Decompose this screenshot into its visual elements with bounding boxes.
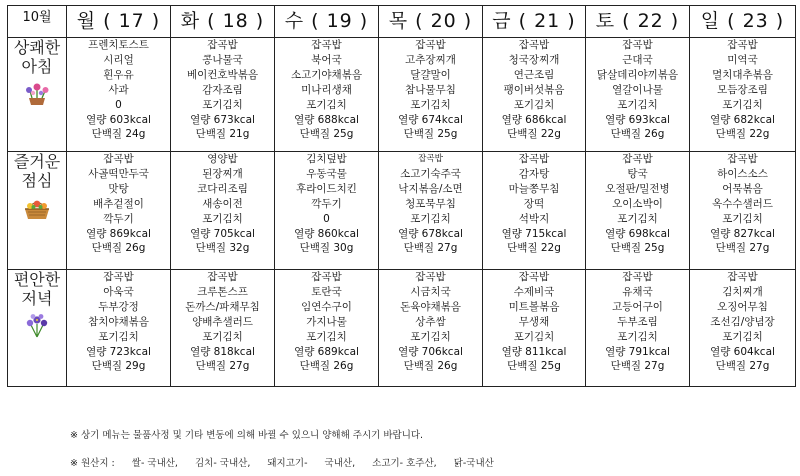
menu-item: 마늘쫑무침 [508,182,560,195]
menu-item: 포기김치 [617,212,658,225]
weekly-menu-table [7,5,796,387]
day-cell [171,270,275,387]
day-header: 목 ( 20 ) [379,6,483,38]
protein-info: 단백질 27g [610,360,665,373]
calorie-info: 열량 723kcal [86,345,151,358]
menu-item: 가지나물 [306,315,347,328]
breakfast-label-cell [8,38,67,152]
day-cell [586,38,690,152]
day-cell [379,38,483,152]
meal-name-line2: 아침 [21,57,53,76]
day-cell [171,152,275,270]
meal-name-line2: 점심 [21,171,53,190]
menu-item: 포기김치 [410,212,451,225]
calorie-info: 열량 705kcal [190,227,255,240]
protein-info: 단백질 22g [507,128,561,141]
menu-item: 배추겉절이 [93,197,144,210]
menu-item: 하이스소스 [717,167,768,180]
menu-item: 포기김치 [306,98,347,111]
menu-item: 베이컨호박볶음 [186,68,258,81]
menu-item: 시리얼 [103,53,134,66]
day-cell [690,270,796,387]
menu-item: 잡곡밥 [622,153,653,165]
calorie-info: 열량 869kcal [86,227,151,240]
menu-item: 양배추샐러드 [192,315,253,328]
origin-item: 소고기- 호주산, [372,458,437,469]
menu-item: 잡곡밥 [415,271,446,283]
flower-pot-icon [20,80,54,106]
menu-item: 포기김치 [722,98,763,111]
menu-item: 수제비국 [513,285,555,298]
menu-item: 잡곡밥 [207,39,238,51]
menu-item: 잡곡밥 [518,153,550,165]
menu-item: 영양밥 [207,153,238,165]
menu-item: 돈육야채볶음 [400,300,461,313]
protein-info: 단백질 27g [715,360,770,373]
calorie-info: 열량 698kcal [605,227,670,240]
protein-info: 단백질 25g [507,360,561,373]
day-header: 일 ( 23 ) [690,6,796,38]
calorie-info: 열량 686kcal [501,113,567,126]
menu-item: 모듬장조림 [717,83,768,96]
menu-item: 어묵볶음 [722,182,763,195]
menu-item: 잡곡밥 [727,39,758,51]
flower-bouquet-icon [20,312,54,338]
menu-item: 포기김치 [617,98,658,111]
calorie-info: 열량 603kcal [86,113,151,126]
menu-item: 사과 [108,83,129,96]
menu-item: 크루톤스프 [197,285,248,298]
menu-item: 잡곡밥 [727,271,758,283]
menu-item: 맛탕 [108,182,129,195]
calorie-info: 열량 689kcal [294,345,359,358]
menu-item: 김치덮밥 [306,153,347,165]
calorie-info: 열량 811kcal [501,345,567,358]
day-cell [483,152,586,270]
protein-info: 단백질 22g [715,128,770,141]
calorie-info: 열량 706kcal [398,345,463,358]
menu-item: 포기김치 [722,212,763,225]
menu-item: 포기김치 [202,98,243,111]
menu-item: 감자조림 [202,83,243,96]
menu-item: 0 [115,98,122,111]
menu-item: 조선김/양념장 [710,315,775,328]
menu-item: 팽이버섯볶음 [503,83,565,96]
origin-item: 국내산, [324,458,356,469]
menu-item: 잡곡밥 [622,39,653,51]
menu-item: 오이소박이 [612,197,663,210]
calorie-info: 열량 682kcal [710,113,775,126]
menu-item: 포기김치 [306,330,347,343]
menu-item: 청포묵무침 [405,197,456,210]
menu-item: 돈까스/파채무침 [185,300,260,313]
menu-item: 깍두기 [103,212,134,225]
menu-change-notice: ※ 상기 메뉴는 물품사정 및 기타 변동에 의해 바뀔 수 있으니 양해해 주시기 바랍니다. [70,430,424,441]
protein-info: 단백질 26g [91,242,146,255]
calorie-info: 열량 674kcal [398,113,463,126]
calorie-info: 열량 791kcal [605,345,670,358]
day-header: 화 ( 18 ) [171,6,275,38]
menu-item: 탕국 [627,167,648,180]
calorie-info: 열량 827kcal [710,227,775,240]
menu-item: 잡곡밥 [727,153,758,165]
day-cell [483,270,586,387]
origin-item: 쌀- 국내산, [131,458,178,469]
menu-item: 상추쌈 [415,315,446,328]
menu-item: 두부강정 [98,300,139,313]
menu-item: 잡곡밥 [207,271,238,283]
day-cell [171,38,275,152]
origin-notice [70,455,508,469]
calorie-info: 열량 693kcal [605,113,670,126]
menu-item: 흰우유 [103,68,134,81]
menu-item: 포기김치 [513,98,555,111]
day-header: 수 ( 19 ) [275,6,379,38]
day-cell [690,38,796,152]
calorie-info: 열량 673kcal [190,113,255,126]
flower-basket-icon [20,194,54,220]
menu-item: 낙지볶음/소면 [398,182,463,195]
menu-item: 포기김치 [202,330,243,343]
menu-item: 잡곡밥 [311,271,342,283]
protein-info: 단백질 26g [299,360,354,373]
menu-item: 잡곡밥 [311,39,342,51]
menu-item: 새송이전 [202,197,243,210]
meal-name-line1: 편안한 [13,270,61,289]
menu-item: 된장찌개 [202,167,243,180]
day-cell [275,38,379,152]
menu-item: 소고기야채볶음 [290,68,362,81]
menu-item: 사골떡만두국 [88,167,149,180]
menu-item: 달걀말이 [410,68,451,81]
calorie-info: 열량 860kcal [294,227,359,240]
menu-item: 북어국 [311,53,342,66]
menu-item: 김치찌개 [722,285,763,298]
day-cell [483,38,586,152]
calorie-info: 열량 818kcal [190,345,255,358]
day-cell [379,152,483,270]
protein-info: 단백질 26g [403,360,458,373]
menu-item: 0 [323,212,330,225]
menu-item: 장떡 [523,197,545,210]
calorie-info: 열량 604kcal [710,345,775,358]
menu-item: 청국장찌개 [508,53,560,66]
day-cell [67,38,171,152]
menu-item: 무생채 [518,315,550,328]
menu-item: 미역국 [727,53,758,66]
protein-info: 단백질 32g [195,242,250,255]
protein-info: 단백질 27g [403,242,458,255]
menu-item: 두부조림 [617,315,658,328]
month-header: 10월 [8,6,67,38]
menu-item: 참치야채볶음 [88,315,149,328]
menu-item: 잡곡밥 [622,271,653,283]
menu-item: 고추장찌개 [405,53,456,66]
menu-item: 포기김치 [722,330,763,343]
menu-item: 오절판/밀전병 [605,182,670,195]
protein-info: 단백질 25g [403,128,458,141]
origin-item: 닭-국내산 [453,458,494,469]
menu-item: 근대국 [622,53,653,66]
calorie-info: 열량 688kcal [294,113,359,126]
protein-info: 단백질 30g [299,242,354,255]
meal-name-line1: 상쾌한 [13,38,61,57]
menu-item: 오징어무침 [717,300,768,313]
menu-item: 소고기숙주국 [400,167,461,180]
menu-item: 토란국 [311,285,342,298]
menu-item: 감자탕 [518,167,550,180]
menu-item: 고등어구이 [612,300,663,313]
menu-item: 참나물무침 [405,83,456,96]
menu-item: 멸치대추볶음 [712,68,773,81]
protein-info: 단백질 22g [507,242,561,255]
menu-item: 우동국물 [306,167,347,180]
menu-item: 잡곡밥 [518,39,550,51]
protein-info: 단백질 24g [91,128,146,141]
menu-item: 유채국 [622,285,653,298]
menu-item: 닭살데리야끼볶음 [596,68,679,81]
meal-name-line1: 즐거운 [13,152,61,171]
breakfast-row [8,38,796,152]
protein-info: 단백질 21g [195,128,250,141]
menu-item: 포기김치 [410,330,451,343]
origin-item: 돼지고기- [267,458,308,469]
menu-item: 코다리조림 [197,182,248,195]
menu-item: 잡곡밥 [518,271,550,283]
protein-info: 단백질 27g [715,242,770,255]
origin-item: 김치- 국내산, [194,458,251,469]
menu-item: 미나리생채 [301,83,352,96]
dinner-label-cell [8,270,67,387]
menu-item: 포기김치 [202,212,243,225]
menu-item: 후라이드치킨 [296,182,357,195]
origin-prefix: ※ 원산지 : [70,458,115,469]
day-cell [379,270,483,387]
menu-item: 시금치국 [410,285,451,298]
day-header: 월 ( 17 ) [67,6,171,38]
protein-info: 단백질 25g [610,242,665,255]
menu-item: 미트볼볶음 [508,300,560,313]
menu-item: 연근조림 [513,68,555,81]
protein-info: 단백질 25g [299,128,354,141]
day-cell [67,152,171,270]
menu-item: 깍두기 [311,197,342,210]
menu-item: 석박지 [518,212,550,225]
menu-item: 포기김치 [513,330,555,343]
menu-item: 임연수구이 [301,300,352,313]
day-cell [275,152,379,270]
menu-item: 포기김치 [410,98,451,111]
calorie-info: 열량 715kcal [501,227,567,240]
day-cell [586,270,690,387]
menu-item: 잡곡밥 [103,153,134,165]
menu-item: 열갈이나물 [612,83,663,96]
day-header: 금 ( 21 ) [483,6,586,38]
day-header: 토 ( 22 ) [586,6,690,38]
meal-name-line2: 저녁 [21,289,53,308]
menu-item: 잡곡밥 [418,154,443,164]
dinner-row [8,270,796,387]
protein-info: 단백질 27g [195,360,250,373]
menu-item: 옥수수샐러드 [712,197,773,210]
day-cell [67,270,171,387]
calorie-info: 열량 678kcal [398,227,463,240]
menu-item: 아욱국 [103,285,134,298]
day-cell [690,152,796,270]
protein-info: 단백질 26g [610,128,665,141]
menu-item: 포기김치 [98,330,139,343]
protein-info: 단백질 29g [91,360,146,373]
menu-item: 포기김치 [617,330,658,343]
lunch-row [8,152,796,270]
day-cell [275,270,379,387]
day-cell [586,152,690,270]
menu-item: 프렌치토스트 [88,39,149,51]
header-row [8,6,796,38]
menu-item: 잡곡밥 [415,39,446,51]
lunch-label-cell [8,152,67,270]
menu-item: 콩나물국 [202,53,243,66]
menu-item: 잡곡밥 [103,271,134,283]
